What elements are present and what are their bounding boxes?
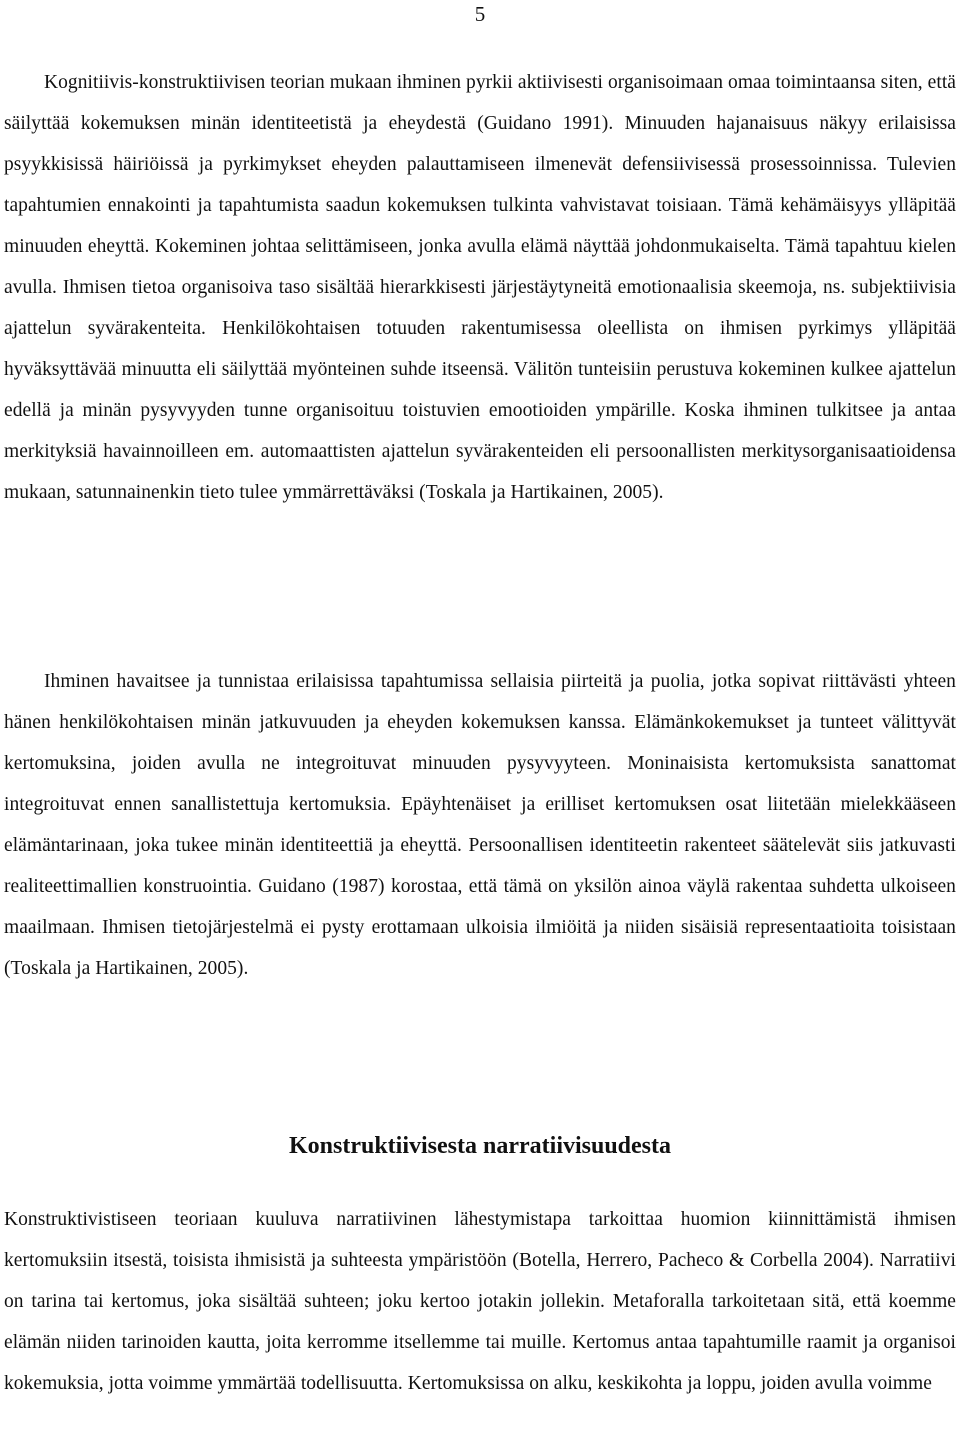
body-paragraph-1: Kognitiivis-konstruktiivisen teorian mukaan ihminen pyrkii aktiivisesti organisoimaan omaa toimintaansa siten, että säilyttää kokemuksen minän identiteetistä ja eheydestä (Guidano 1991). Minuuden hajanaisuus näkyy erilaisissa psyykkisissä häiriöissä ja pyrkimykset eheyden palauttamiseen ilmenevät defensiivisessä prosessoinnissa. Tulevien tapahtumien ennakointi ja tapahtumista saadun kokemuksen tulkinta vahvistavat toisiaan. Tämä kehämäisyys ylläpitää minuuden eheyttä. Kokeminen johtaa selittämiseen, jonka avulla elämä näyttää johdonmukaiselta. Tämä tapahtuu kielen avulla. Ihmisen tietoa organisoiva taso sisältää hierarkkisesti järjestäytyneitä emotionaalisia skeemoja, ns. subjektiivisia ajattelun syvärakenteita. Henkilökohtaisen totuuden rakentumisessa oleellista on ihmisen pyrkimys ylläpitää hyväksyttävää minuutta eli säilyttää myönteinen suhde itseensä. Välitön tunteisiin perustuva kokeminen kulkee ajattelun edellä ja minän pysyvyyden tunne organisoituu toistuvien emootioiden ympärille. Koska ihminen tulkitsee ja antaa merkityksiä havainnoilleen em. automaattisten ajattelun syvärakenteiden eli persoonallisten merkitysorganisaatioidensa mukaan, satunnainenkin tieto tulee ymmärrettäväksi (Toskala ja Hartikainen, 2005). [4,72,956,503]
page-number: 5 [474,2,486,26]
body-paragraph-3: Konstruktivistiseen teoriaan kuuluva narratiivinen lähestymistapa tarkoittaa huomion kiinnittämistä ihmisen kertomuksiin itsestä, toisista ihmisistä ja suhteesta ympäristöön (Botella, Herrero, Pacheco & Corbella 2004). Narratiivi on tarina tai kertomus, joka sisältää suhteen; joku kertoo jotakin jollekin. Metaforalla tarkoitetaan sitä, että koemme elämän niiden tarinoiden kautta, joita kerromme itsellemme tai muille. Kertomus antaa tapahtumille raamit ja organisoi kokemuksia, jotta voimme ymmärtää todellisuutta. Kertomuksissa on alku, keskikohta ja loppu, joiden avulla voimme [4,1209,956,1394]
body-paragraph-2: Ihminen havaitsee ja tunnistaa erilaisissa tapahtumissa sellaisia piirteitä ja puolia, jotka sopivat riittävästi yhteen hänen henkilökohtaisen minän jatkuvuuden ja eheyden kokemuksen kanssa. Elämänkokemukset ja tunteet välittyvät kertomuksina, joiden avulla ne integroituvat minuuden pysyvyyteen. Moninaisista kertomuksista sanattomat integroituvat ennen sanallistettuja kertomuksia. Epäyhtenäiset ja erilliset kertomuksen osat liitetään mielekkääseen elämäntarinaan, joka tukee minän identiteettiä ja eheyttä. Persoonallisen identiteetin rakenteet säätelevät siis jatkuvasti realiteettimallien konstruointia. Guidano (1987) korostaa, että tämä on yksilön ainoa väylä rakentaa suhdetta ulkoiseen maailmaan. Ihmisen tietojärjestelmä ei pysty erottamaan ulkoisia ilmiöitä ja niiden sisäisiä representaatioita toisistaan (Toskala ja Hartikainen, 2005). [4,671,956,979]
section-heading: Konstruktiivisesta narratiivisuudesta [288,1133,672,1159]
